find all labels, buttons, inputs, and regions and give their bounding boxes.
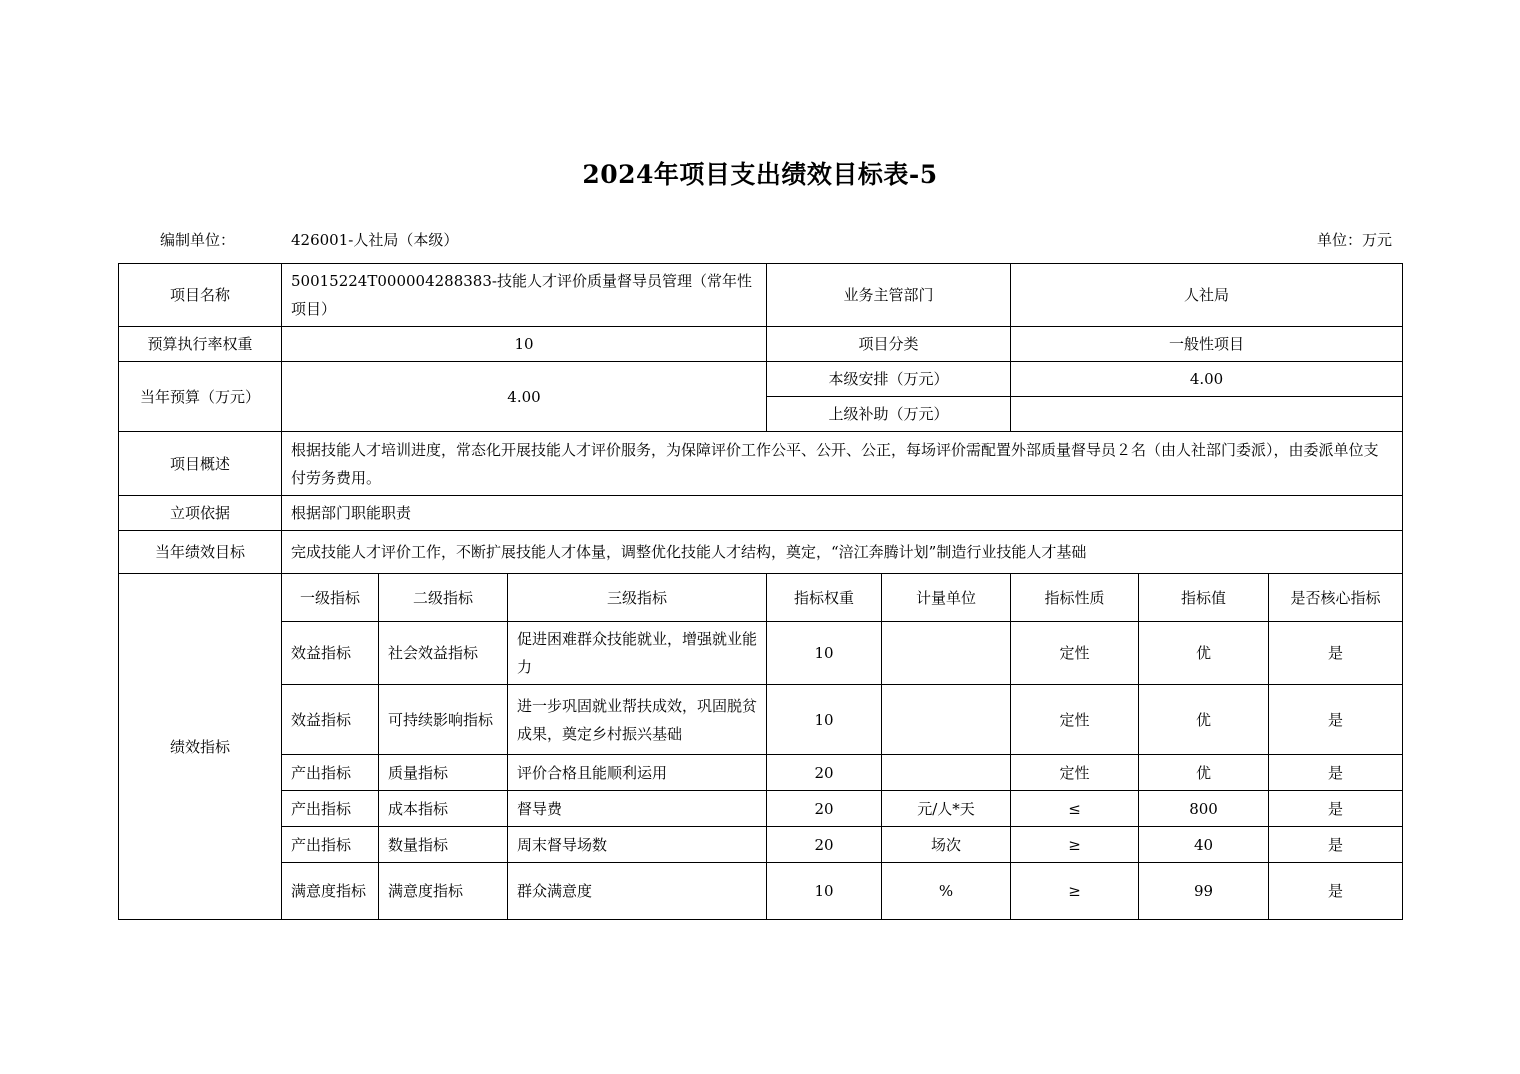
indicator-weight: 10 — [767, 622, 882, 685]
unit-value: 426001-人社局（本级） — [291, 231, 459, 249]
indicator-weight: 20 — [767, 791, 882, 827]
indicator-weight: 20 — [767, 827, 882, 863]
indicator-level3: 促进困难群众技能就业，增强就业能力 — [508, 622, 767, 685]
indicator-level2: 可持续影响指标 — [379, 685, 508, 755]
local-budget-label: 本级安排（万元） — [767, 362, 1011, 397]
indicator-unit: % — [882, 863, 1011, 920]
dept-label: 业务主管部门 — [767, 264, 1011, 327]
indicator-value: 优 — [1139, 622, 1269, 685]
upper-budget-value — [1011, 397, 1403, 432]
indicator-nature: 定性 — [1011, 755, 1139, 791]
performance-target-table — [118, 263, 1403, 920]
indicator-nature: 定性 — [1011, 685, 1139, 755]
indicator-unit — [882, 755, 1011, 791]
basis-value: 根据部门职能职责 — [282, 496, 1403, 531]
header-level3: 三级指标 — [508, 574, 767, 622]
indicator-level1: 产出指标 — [282, 791, 379, 827]
indicator-row — [119, 863, 1403, 920]
indicator-row — [119, 755, 1403, 791]
indicator-core: 是 — [1269, 755, 1403, 791]
indicator-unit: 元/人*天 — [882, 791, 1011, 827]
indicator-level3: 群众满意度 — [508, 863, 767, 920]
budget-value: 4.00 — [282, 362, 767, 432]
indicator-level3: 周末督导场数 — [508, 827, 767, 863]
upper-budget-label: 上级补助（万元） — [767, 397, 1011, 432]
indicator-nature: ≥ — [1011, 827, 1139, 863]
indicator-weight: 20 — [767, 755, 882, 791]
unit-label: 编制单位： — [160, 231, 236, 249]
indicator-nature: ≤ — [1011, 791, 1139, 827]
local-budget-value: 4.00 — [1011, 362, 1403, 397]
indicator-weight: 10 — [767, 863, 882, 920]
header-weight: 指标权重 — [767, 574, 882, 622]
indicator-level2: 成本指标 — [379, 791, 508, 827]
indicator-nature: 定性 — [1011, 622, 1139, 685]
indicator-row — [119, 622, 1403, 685]
overview-value: 根据技能人才培训进度，常态化开展技能人才评价服务，为保障评价工作公平、公开、公正，每场评价需配置外部质量督导员２名（由人社部门委派），由委派单位支付劳务费用。 — [282, 432, 1403, 496]
indicator-row — [119, 827, 1403, 863]
indicator-value: 800 — [1139, 791, 1269, 827]
indicator-level2: 数量指标 — [379, 827, 508, 863]
indicator-level2: 社会效益指标 — [379, 622, 508, 685]
indicators-section-label: 绩效指标 — [119, 574, 282, 920]
indicator-level1: 产出指标 — [282, 755, 379, 791]
budget-label: 当年预算（万元） — [119, 362, 282, 432]
weight-label: 预算执行率权重 — [119, 327, 282, 362]
indicator-unit — [882, 685, 1011, 755]
category-value: 一般性项目 — [1011, 327, 1403, 362]
header-nature: 指标性质 — [1011, 574, 1139, 622]
indicator-level1: 效益指标 — [282, 622, 379, 685]
indicator-level1: 产出指标 — [282, 827, 379, 863]
indicator-nature: ≥ — [1011, 863, 1139, 920]
indicator-core: 是 — [1269, 685, 1403, 755]
indicator-weight: 10 — [767, 685, 882, 755]
dept-value: 人社局 — [1011, 264, 1403, 327]
header-level2: 二级指标 — [379, 574, 508, 622]
indicator-level3: 进一步巩固就业帮扶成效，巩固脱贫成果，奠定乡村振兴基础 — [508, 685, 767, 755]
indicator-value: 优 — [1139, 685, 1269, 755]
indicator-core: 是 — [1269, 827, 1403, 863]
project-name-label: 项目名称 — [119, 264, 282, 327]
indicator-value: 优 — [1139, 755, 1269, 791]
indicator-level1: 满意度指标 — [282, 863, 379, 920]
header-core: 是否核心指标 — [1269, 574, 1403, 622]
indicator-unit — [882, 622, 1011, 685]
indicator-row — [119, 791, 1403, 827]
header-unit: 计量单位 — [882, 574, 1011, 622]
header-value: 指标值 — [1139, 574, 1269, 622]
indicator-level1: 效益指标 — [282, 685, 379, 755]
indicator-row — [119, 685, 1403, 755]
goal-label: 当年绩效目标 — [119, 531, 282, 574]
goal-value: 完成技能人才评价工作，不断扩展技能人才体量，调整优化技能人才结构，奠定，“涪江奔腾计划”制造行业技能人才基础 — [282, 531, 1403, 574]
indicator-value: 99 — [1139, 863, 1269, 920]
indicator-level3: 评价合格且能顺利运用 — [508, 755, 767, 791]
indicator-core: 是 — [1269, 863, 1403, 920]
basis-label: 立项依据 — [119, 496, 282, 531]
indicator-level2: 质量指标 — [379, 755, 508, 791]
indicator-value: 40 — [1139, 827, 1269, 863]
overview-label: 项目概述 — [119, 432, 282, 496]
currency-unit: 单位：万元 — [1316, 231, 1392, 249]
weight-value: 10 — [282, 327, 767, 362]
category-label: 项目分类 — [767, 327, 1011, 362]
indicator-level3: 督导费 — [508, 791, 767, 827]
indicator-core: 是 — [1269, 791, 1403, 827]
indicator-unit: 场次 — [882, 827, 1011, 863]
page-title: 2024年项目支出绩效目标表-5 — [582, 160, 938, 189]
indicator-level2: 满意度指标 — [379, 863, 508, 920]
indicator-core: 是 — [1269, 622, 1403, 685]
project-name-value: 50015224T000004288383-技能人才评价质量督导员管理（常年性项目） — [282, 264, 767, 327]
header-level1: 一级指标 — [282, 574, 379, 622]
